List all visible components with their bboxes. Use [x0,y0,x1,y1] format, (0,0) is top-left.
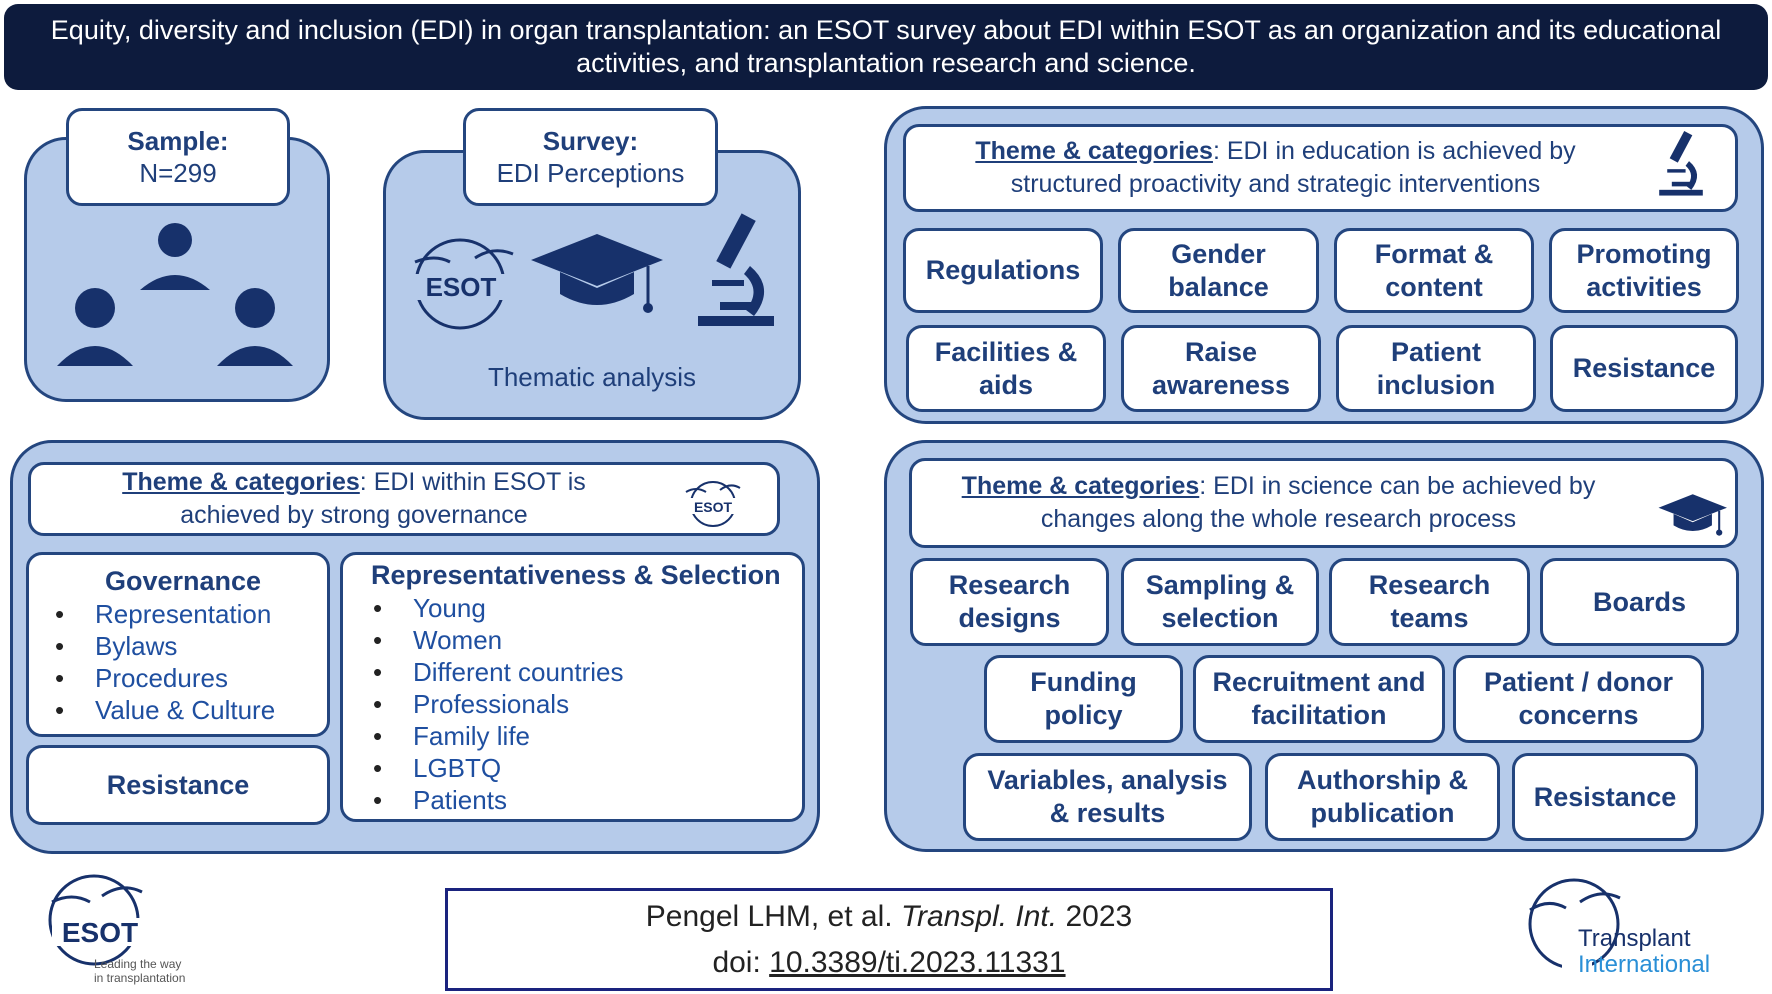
graduation-cap-small-icon [1658,492,1728,540]
governance-resistance: Resistance [26,745,330,825]
representativeness-list [371,592,624,816]
esot-footer-logo [38,868,208,988]
sample-label: Sample: [127,126,229,156]
science-category-research-designs: Research designs [910,558,1109,646]
esot-footer-tagline-1: Leading the way [94,957,182,971]
list-item: • Value & Culture [95,694,327,726]
ti-logo-line-2: International [1578,951,1711,978]
science-category-research-teams: Research teams [1329,558,1530,646]
esot-small-logo-icon [680,476,746,528]
esot-footer-tagline-2: in transplantation [94,971,186,985]
citation-journal: Transpl. Int. [900,899,1058,933]
governance-title: Governance [104,566,262,596]
science-category-patient-donor-concerns: Patient / donor concerns [1453,655,1704,743]
science-category-authorship-publication: Authorship & publication [1265,753,1500,841]
transplant-international-logo [1522,874,1752,989]
survey-label: Survey: [542,126,639,156]
governance-theme-card [28,462,780,536]
graduation-cap-icon [530,232,665,320]
science-theme-card [909,458,1738,548]
education-theme-label: Theme & categories [975,137,1213,165]
education-category-patient-inclusion: Patient inclusion [1336,325,1536,412]
sample-card [66,108,290,206]
citation-doi-prefix: doi: [712,945,770,979]
science-category-sampling-selection: Sampling & selection [1121,558,1319,646]
citation-doi-link[interactable]: 10.3389/ti.2023.11331 [769,945,1066,979]
education-category-promoting-activities: Promoting activities [1549,228,1739,313]
science-category-resistance: Resistance [1512,753,1698,841]
education-category-format-content: Format & content [1334,228,1534,313]
list-item: • Women [413,624,624,656]
education-category-gender-balance: Gender balance [1118,228,1319,313]
governance-theme-line2: achieved by strong governance [180,501,528,529]
citation-box [445,888,1333,991]
list-item: • Procedures [95,662,327,694]
education-category-facilities-aids: Facilities & aids [906,325,1106,412]
governance-card [26,552,330,737]
education-category-regulations: Regulations [903,228,1103,313]
list-item: • Different countries [413,656,624,688]
survey-card [463,108,718,206]
education-category-resistance: Resistance [1550,325,1738,412]
esot-footer-name: ESOT [61,917,139,948]
education-category-raise-awareness: Raise awareness [1121,325,1321,412]
esot-logo-text: ESOT [425,272,497,302]
science-category-recruitment-facilitation: Recruitment and facilitation [1193,655,1445,743]
people-icon [55,218,315,368]
title-line-2: activities, and transplantation research and science. [576,48,1196,78]
education-theme-line2: structured proactivity and strategic interventions [1010,170,1541,198]
list-item: • LGBTQ [413,752,624,784]
education-theme-card [903,124,1738,212]
governance-theme-label: Theme & categories [122,468,360,496]
governance-theme-line1: : EDI within ESOT is [359,468,586,496]
citation-line [646,894,1132,940]
science-category-boards: Boards [1540,558,1739,646]
education-theme-line1: : EDI in education is achieved by [1212,137,1576,165]
microscope-small-icon [1655,129,1707,199]
representativeness-title: Representativeness & Selection [371,560,781,590]
science-category-funding-policy: Funding policy [984,655,1183,743]
list-item: • Family life [413,720,624,752]
science-theme-line1: : EDI in science can be achieved by [1199,472,1596,500]
list-item: • Patients [413,784,624,816]
science-theme-label: Theme & categories [961,472,1200,500]
citation-year: 2023 [1057,899,1133,933]
science-category-variables-analysis-results: Variables, analysis & results [963,753,1252,841]
thematic-analysis-label: Thematic analysis [487,362,697,392]
representativeness-card [340,552,805,822]
list-item: • Bylaws [95,630,327,662]
microscope-icon [694,210,778,332]
sample-value: N=299 [139,158,217,188]
governance-list [29,598,327,726]
science-theme-line2: changes along the whole research process [1040,505,1517,533]
title-line-1: Equity, diversity and inclusion (EDI) in organ transplantation: an ESOT survey about EDI within ESOT as an organization and its educational [50,15,1722,45]
citation-doi-line [712,940,1065,986]
survey-value: EDI Perceptions [496,158,685,188]
list-item: • Young [413,592,624,624]
list-item: • Professionals [413,688,624,720]
ti-logo-line-1: Transplant [1578,925,1691,952]
citation-authors: Pengel LHM, et al. [645,899,901,933]
esot-logo-icon [405,232,525,330]
title-banner [4,4,1768,90]
esot-small-logo-text: ESOT [693,499,733,515]
list-item: • Representation [95,598,327,630]
